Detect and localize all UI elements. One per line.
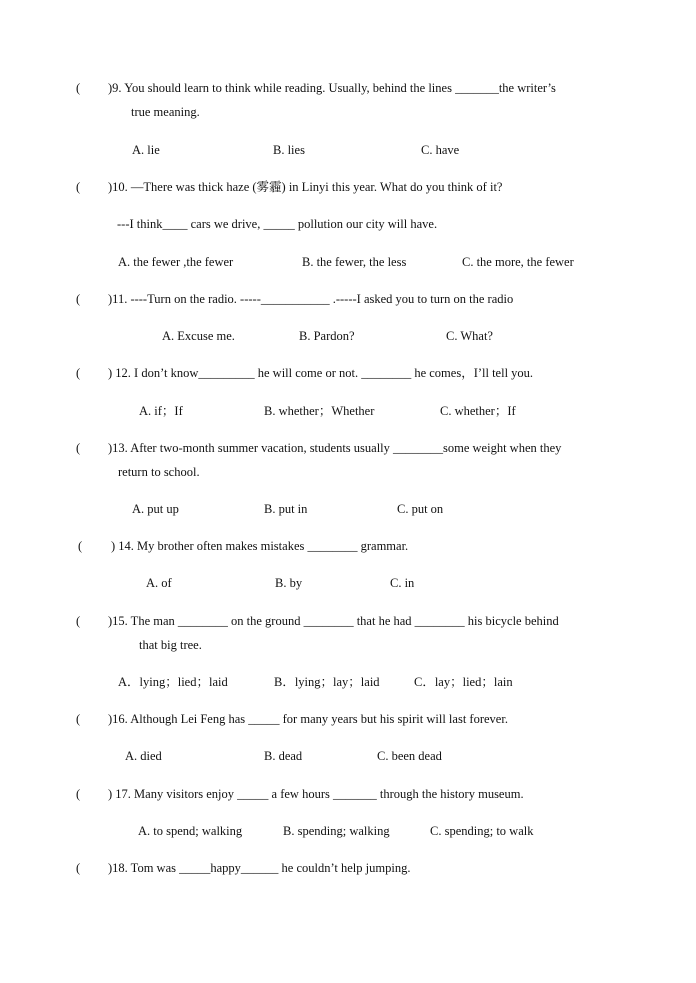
q10-stem-cont: ---I think____ cars we drive, _____ pollution our city will have. xyxy=(117,217,438,231)
q17-option-b: B. spending; walking xyxy=(283,824,390,838)
q11-option-b: B. Pardon? xyxy=(299,329,355,343)
q10-option-c: C. the more, the fewer xyxy=(462,255,574,269)
q10-option-a: A. the fewer ,the fewer xyxy=(118,255,234,269)
q11-stem: )11. ----Turn on the radio. -----___________ .-----I asked you to turn on the radio xyxy=(108,292,514,306)
q16-paren: ( xyxy=(76,712,81,726)
q13-stem-cont: return to school. xyxy=(118,465,200,479)
q15-option-c: C．lay；lied；lain xyxy=(414,675,513,689)
q16-option-c: C. been dead xyxy=(377,749,442,763)
q10-option-b: B. the fewer, the less xyxy=(302,255,407,269)
q17-stem: ) 17. Many visitors enjoy _____ a few hours _______ through the history museum. xyxy=(108,787,524,801)
q16-option-a: A. died xyxy=(125,749,162,763)
q15-paren: ( xyxy=(76,614,81,628)
q12-option-b: B. whether；Whether xyxy=(264,404,375,418)
q9-option-b: B. lies xyxy=(273,143,305,157)
q18-stem: )18. Tom was _____happy______ he couldn’t help jumping. xyxy=(108,861,411,875)
q17-option-c: C. spending; to walk xyxy=(430,824,534,838)
q15-stem: )15. The man ________ on the ground ________ that he had ________ his bicycle behind xyxy=(108,614,559,628)
q13-paren: ( xyxy=(76,441,81,455)
q15-option-b: B．lying；lay；laid xyxy=(274,675,380,689)
q14-option-a: A. of xyxy=(146,576,172,590)
q13-stem: )13. After two-month summer vacation, students usually ________some weight when they xyxy=(108,441,562,455)
q12-paren: ( xyxy=(76,366,81,380)
q13-option-c: C. put on xyxy=(397,502,444,516)
q17-option-a: A. to spend; walking xyxy=(138,824,243,838)
q15-option-a: A．lying；lied；laid xyxy=(118,675,228,689)
q12-option-c: C. whether；If xyxy=(440,404,516,418)
q16-stem: )16. Although Lei Feng has _____ for many years but his spirit will last forever. xyxy=(108,712,508,726)
q9-option-a: A. lie xyxy=(132,143,160,157)
q17-paren: ( xyxy=(76,787,81,801)
q12-stem: ) 12. I don’t know_________ he will come or not. ________ he comes，I’ll tell you. xyxy=(108,366,534,380)
q13-option-a: A. put up xyxy=(132,502,179,516)
q10-stem: )10. —There was thick haze (雾霾) in Linyi this year. What do you think of it? xyxy=(108,180,503,194)
q12-option-a: A. if；If xyxy=(139,404,183,418)
q9-option-c: C. have xyxy=(421,143,460,157)
q10-paren: ( xyxy=(76,180,81,194)
q11-option-c: C. What? xyxy=(446,329,493,343)
q14-option-c: C. in xyxy=(390,576,415,590)
q14-paren: ( xyxy=(78,539,83,553)
q14-option-b: B. by xyxy=(275,576,303,590)
q14-stem: ) 14. My brother often makes mistakes ________ grammar. xyxy=(111,539,409,553)
q13-option-b: B. put in xyxy=(264,502,308,516)
q16-option-b: B. dead xyxy=(264,749,303,763)
q9-stem-cont: true meaning. xyxy=(131,105,200,119)
q18-paren: ( xyxy=(76,861,81,875)
q11-paren: ( xyxy=(76,292,81,306)
q9-stem: )9. You should learn to think while reading. Usually, behind the lines _______the writer’s xyxy=(108,81,556,95)
q9-paren: ( xyxy=(76,81,81,95)
q11-option-a: A. Excuse me. xyxy=(162,329,235,343)
q15-stem-cont: that big tree. xyxy=(139,638,202,652)
